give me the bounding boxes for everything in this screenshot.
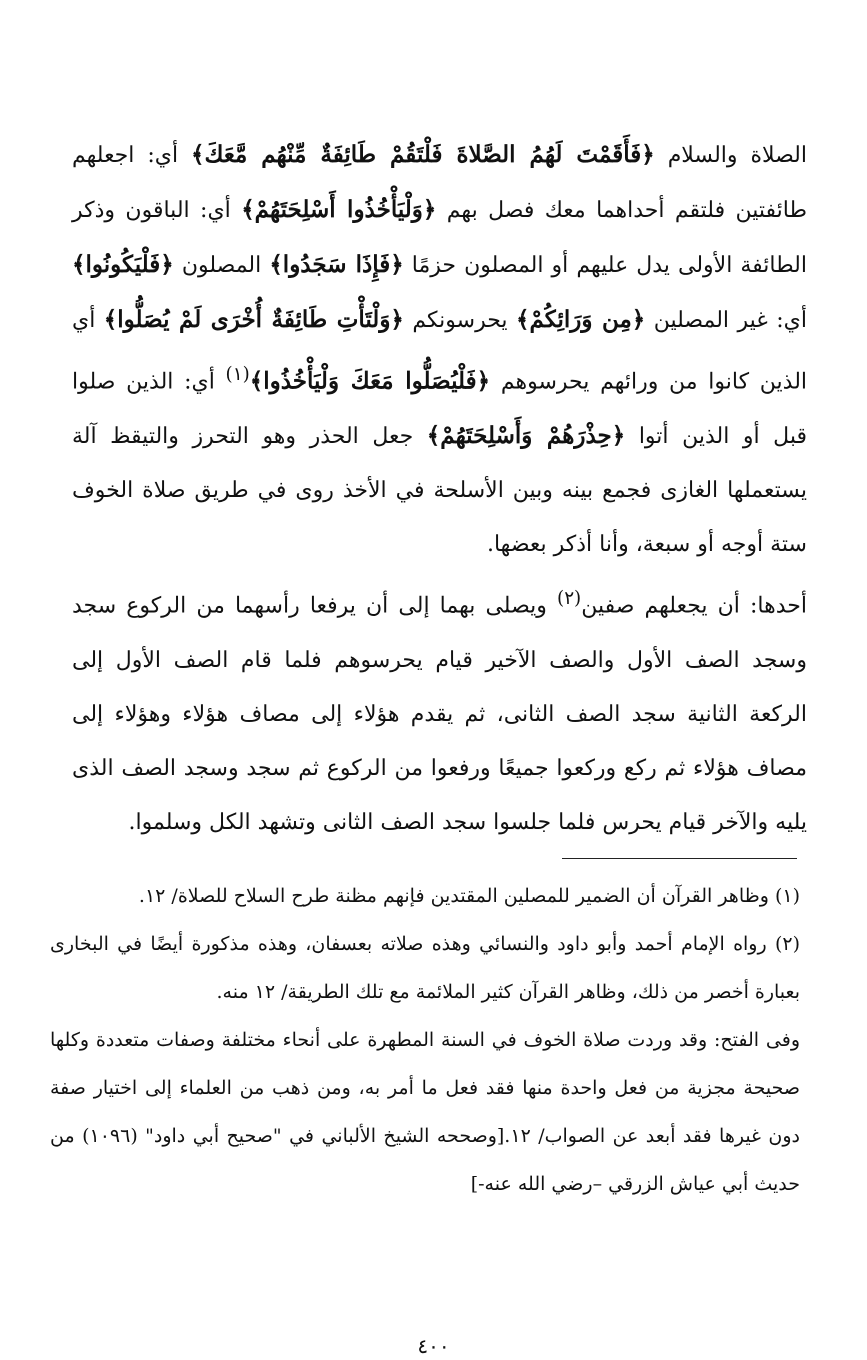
text-run: ويصلى بهما إلى أن يرفعا رأسهما من الركوع سجد وسجد الصف الأول والصف الآخير قيام يحرسوهم فلما قام الصف الأول إلى الركعة الثانية سجد الصف الثانى، ثم يقدم هؤلاء إلى مصاف هؤلاء وهؤلاء إلى مصاف هؤلاء ثم ركع وركعوا جميعًا ورفعوا من الركوع ثم سجد وسجد الصف الذى يليه والآخر قيام يحرس فلما جلسوا سجد الصف الثانى وتشهد الكل وسلموا. [72,593,807,835]
quran-verse: ﴿فَأَقَمْتَ لَهُمُ الصَّلاةَ فَلْتَقُمْ طَائِفَةٌ مِّنْهُم مَّعَكَ﴾ [191,141,655,168]
footnotes [50,872,800,1208]
quran-verse: ﴿فَلْيَكُونُوا﴾ [72,251,174,278]
text-run: أي: غير المصلين [645,308,807,333]
text-run: أي الذين كانوا من ورائهم يحرسوهم [72,308,808,395]
text-run: أي: الذين صلوا قبل أو الذين أتوا [72,369,808,450]
page-number: ٤٠٠ [417,1334,450,1358]
footnote-ref-2: (٢) [557,588,582,610]
footnote-separator [562,858,797,859]
quran-verse: ﴿مِن وَرَائِكُمْ﴾ [516,306,646,333]
paragraph-1 [72,128,807,572]
paragraph-2 [72,572,807,849]
main-text [72,128,807,850]
quran-verse: ﴿وَلْيَأْخُذُوا أَسْلِحَتَهُمْ﴾ [241,196,437,223]
text-run: الصلاة والسلام [654,143,807,168]
footnote-1: (١) وظاهر القرآن أن الضمير للمصلين المقتدين فإنهم مظنة طرح السلاح للصلاة/ ١٢. [138,885,800,907]
footnote-2-continuation: وفى الفتح: وقد وردت صلاة الخوف في السنة المطهرة على أنحاء مختلفة وصفات متعددة وكلها صحيحة مجزية من فعل واحدة منها فقد فعل ما أمر به، ومن ذهب من العلماء إلى اختيار صفة دون غيرها فقد أبعد عن الصواب/ ١٢.[وصححه الشيخ الألباني في "صحيح أبي داود" (١٠٩٦) من حديث أبي عياش الزرقي –رضي الله عنه-] [50,1029,801,1195]
quran-verse: ﴿فَلْيُصَلُّوا مَعَكَ وَلْيَأْخُذُوا﴾ [249,367,491,395]
text-run: أي: الباقون وذكر الطائفة الأولى يدل عليهم أو المصلون حزمًا [72,198,807,278]
text-run: المصلون [173,253,270,278]
text-run: أحدها: أن يجعلهم صفين [581,593,807,619]
footnote-2: (٢) رواه الإمام أحمد وأبو داود والنسائي وهذه صلاته بعسفان، وهذه مذكورة أيضًا في البخارى بعبارة أخصر من ذلك، وظاهر القرآن كثير الملائمة مع تلك الطريقة/ ١٢ منه. [50,933,800,1003]
text-run: جعل الحذر وهو التحرز والتيقظ آلة يستعملها الغازى فجمع بينه وبين الأسلحة في الأخذ روى في طريق صلاة الخوف ستة أوجه أو سبعة، وأنا أذكر بعضها. [72,424,807,558]
text-run: يحرسونكم [403,308,517,333]
quran-verse: ﴿وَلْتَأْتِ طَائِفَةٌ أُخْرَى لَمْ يُصَلُّوا﴾ [103,306,404,333]
quran-verse: ﴿فَإِذَا سَجَدُوا﴾ [269,251,404,278]
footnote-ref-1: (١) [225,364,250,385]
text-run: أي: اجعلهم طائفتين فلتقم أحداهما معك فصل بهم [72,143,807,223]
quran-verse: ﴿حِذْرَهُمْ وَأَسْلِحَتَهُمْ﴾ [426,422,626,450]
